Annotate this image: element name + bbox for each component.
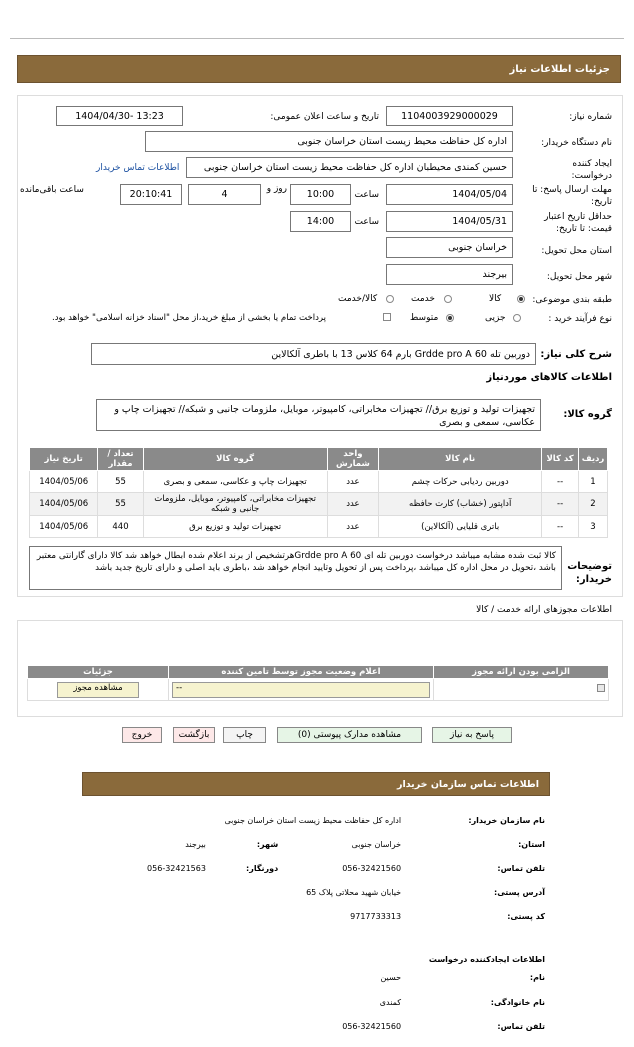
page-header bbox=[17, 55, 621, 83]
col-group: گروه کالا bbox=[143, 448, 327, 471]
notes-label: توضیحات خریدار: bbox=[567, 561, 612, 585]
category-option-goods: کالا bbox=[489, 294, 502, 304]
treasury-checkbox[interactable] bbox=[383, 313, 391, 321]
permit-required-cell bbox=[434, 679, 609, 701]
address-value: خیابان شهید محلاتی پلاک 65 bbox=[306, 887, 402, 897]
table-row bbox=[30, 493, 608, 516]
summary-label: شرح کلی نیاز: bbox=[540, 349, 612, 360]
permits-title: اطلاعات مجوزهای ارائه خدمت / کالا bbox=[476, 605, 612, 615]
process-label: نوع فرآیند خرید : bbox=[548, 314, 612, 324]
process-option-medium: متوسط bbox=[410, 313, 439, 323]
page-title: جزئیات اطلاعات نیاز bbox=[509, 63, 610, 75]
permits-table bbox=[27, 665, 609, 701]
validity-time-field[interactable]: 14:00 bbox=[290, 211, 351, 232]
goods-group: تجهیزات تولید و توزیع برق bbox=[143, 516, 327, 538]
permit-required-checkbox[interactable] bbox=[597, 684, 605, 692]
org-label: نام سازمان خریدار: bbox=[468, 815, 545, 825]
creator-family-label: نام خانوادگی: bbox=[490, 997, 545, 1007]
creator-info-title: اطلاعات ایجادکننده درخواست bbox=[428, 955, 545, 964]
col-code: کد کالا bbox=[542, 448, 579, 471]
goods-qty: 440 bbox=[98, 516, 143, 538]
buyer-field[interactable]: اداره کل حفاظت محیط زیست استان خراسان جنوبی bbox=[145, 131, 513, 152]
goods-unit: عدد bbox=[327, 493, 379, 516]
permits-col-status: اعلام وضعیت مجوز توسط تامین کننده bbox=[169, 666, 434, 679]
creator-label: ایجاد کننده درخواست: bbox=[571, 159, 612, 181]
contact-province-label: استان: bbox=[518, 839, 545, 849]
category-radio-goods[interactable] bbox=[517, 295, 525, 303]
deadline-label: مهلت ارسال پاسخ: تا تاریخ: bbox=[532, 185, 612, 207]
category-label: طبقه بندی موضوعی: bbox=[532, 295, 612, 305]
validity-time-label: ساعت bbox=[354, 217, 379, 227]
goods-group: تجهیزات مخابراتی، کامپیوتر، موبایل، ملزومات جانبی و شبکه bbox=[143, 493, 327, 516]
contact-title: اطلاعات تماس سازمان خریدار bbox=[396, 778, 539, 790]
top-divider bbox=[10, 38, 624, 39]
validity-date-field[interactable]: 1404/05/31 bbox=[386, 211, 513, 232]
remaining-time-field: 20:10:41 bbox=[120, 184, 182, 205]
table-row bbox=[28, 679, 609, 701]
postal-value: 9717733313 bbox=[350, 911, 402, 921]
creator-phone-value: 056-32421560 bbox=[342, 1021, 402, 1031]
creator-phone-label: تلفن تماس: bbox=[497, 1021, 545, 1031]
row-number: 3 bbox=[579, 516, 608, 538]
reply-button[interactable]: پاسخ به نیاز bbox=[432, 727, 512, 743]
goods-qty: 55 bbox=[98, 471, 143, 493]
permits-col-required: الزامی بودن ارائه مجوز bbox=[434, 666, 609, 679]
exit-button[interactable]: خروج bbox=[122, 727, 162, 743]
goods-qty: 55 bbox=[98, 493, 143, 516]
col-unit: واحد شمارش bbox=[327, 448, 379, 471]
contact-city-label: شهر: bbox=[256, 839, 279, 849]
contact-table bbox=[86, 808, 548, 1038]
print-button[interactable]: چاپ bbox=[223, 727, 266, 743]
buyer-label: نام دستگاه خریدار: bbox=[541, 138, 612, 148]
permit-details-cell bbox=[28, 679, 169, 701]
city-label: شهر محل تحویل: bbox=[546, 272, 612, 282]
treasury-text: پرداخت تمام یا بخشی از مبلغ خرید،از محل "اسناد خزانه اسلامی" خواهد بود. bbox=[52, 313, 327, 323]
contact-phone-value: 056-32421560 bbox=[342, 863, 402, 873]
goods-code: -- bbox=[542, 471, 579, 493]
days-field: 4 bbox=[188, 184, 261, 205]
table-row bbox=[30, 471, 608, 493]
need-number-label: شماره نیاز: bbox=[569, 112, 612, 122]
goods-name: باتری قلیایی (آلکالاین) bbox=[379, 516, 542, 538]
creator-name-value: حسین bbox=[380, 972, 402, 982]
back-button[interactable]: بازگشت bbox=[173, 727, 215, 743]
goods-date: 1404/05/06 bbox=[30, 493, 98, 516]
category-option-both: کالا/خدمت bbox=[338, 294, 378, 304]
table-row bbox=[30, 516, 608, 538]
announce-field[interactable]: 1404/04/30- 13:23 bbox=[56, 106, 183, 126]
city-field[interactable]: بیرجند bbox=[386, 264, 513, 285]
goods-group-label: گروه کالا: bbox=[563, 409, 612, 420]
province-label: استان محل تحویل: bbox=[541, 246, 612, 256]
creator-field[interactable]: حسین کمندی محیطبان اداره کل حفاظت محیط زیست استان خراسان جنوبی bbox=[186, 157, 513, 178]
permit-status-cell bbox=[169, 679, 434, 701]
goods-group: تجهیزات چاپ و عکاسی، سمعی و بصری bbox=[143, 471, 327, 493]
goods-code: -- bbox=[542, 493, 579, 516]
summary-field: دوربین تله Grdde pro A 60 بارم 64 کلاس 13 با باطری آلکالاین bbox=[91, 343, 536, 365]
goods-date: 1404/05/06 bbox=[30, 516, 98, 538]
deadline-date-field[interactable]: 1404/05/04 bbox=[386, 184, 513, 205]
permits-col-details: جزئیات bbox=[28, 666, 169, 679]
goods-table-header bbox=[30, 448, 608, 471]
goods-date: 1404/05/06 bbox=[30, 471, 98, 493]
contact-header bbox=[82, 772, 550, 796]
province-field[interactable]: خراسان جنوبی bbox=[386, 237, 513, 258]
notes-field: کالا ثبت شده مشابه میباشد درخواست دوربین تله ای Grdde pro A 60هرتشخیص از برند اعلام شده ابطال خواهد شد کالا دارای گارانتی معتبر باشد ،تحویل در محل اداره کل میباشد ،پرداخت پس از تحویل وتایید انجام خواهد شد ،باطری باید اصلی و دارای تاریخ جدید باشد bbox=[29, 546, 562, 590]
col-qty: تعداد / مقدار bbox=[98, 448, 143, 471]
remaining-label: ساعت باقی‌مانده bbox=[20, 185, 84, 195]
process-radio-medium[interactable] bbox=[446, 314, 454, 322]
need-number-field[interactable]: 1104003929000029 bbox=[386, 106, 513, 126]
org-value: اداره کل حفاظت محیط زیست استان خراسان جنوبی bbox=[224, 815, 402, 825]
contact-city-value: بیرجند bbox=[185, 839, 206, 849]
days-label: روز و bbox=[266, 184, 287, 194]
process-radio-minor[interactable] bbox=[513, 314, 521, 322]
row-number: 1 bbox=[579, 471, 608, 493]
creator-name-label: نام: bbox=[529, 972, 545, 982]
postal-label: کد پستی: bbox=[507, 911, 545, 921]
permits-header bbox=[28, 666, 609, 679]
contact-phone-label: تلفن تماس: bbox=[497, 863, 545, 873]
col-row: ردیف bbox=[579, 448, 608, 471]
goods-title: اطلاعات کالاهای موردنیاز bbox=[486, 372, 612, 383]
contact-province-value: خراسان جنوبی bbox=[351, 839, 402, 849]
category-radio-both[interactable] bbox=[386, 295, 394, 303]
contact-fax-label: دورنگار: bbox=[246, 863, 279, 873]
col-name: نام کالا bbox=[379, 448, 542, 471]
creator-family-value: کمندی bbox=[379, 997, 402, 1007]
goods-name: آداپتور (خشاب) کارت حافظه bbox=[379, 493, 542, 516]
deadline-time-label: ساعت bbox=[354, 190, 379, 200]
category-option-service: خدمت bbox=[411, 294, 435, 304]
permit-status-input[interactable]: -- bbox=[172, 682, 430, 698]
announce-label: تاریخ و ساعت اعلان عمومی: bbox=[270, 112, 379, 122]
goods-name: دوربین ردیابی حرکات چشم bbox=[379, 471, 542, 493]
view-documents-button[interactable]: مشاهده مدارک پیوستی (0) bbox=[277, 727, 422, 743]
category-radio-service[interactable] bbox=[444, 295, 452, 303]
deadline-time-field[interactable]: 10:00 bbox=[290, 184, 351, 205]
view-permit-button[interactable]: مشاهده مجوز bbox=[57, 682, 139, 698]
row-number: 2 bbox=[579, 493, 608, 516]
process-option-minor: جزیی bbox=[485, 313, 506, 323]
contact-fax-value: 056-32421563 bbox=[147, 863, 206, 873]
validity-label: حداقل تاریخ اعتبار قیمت: تا تاریخ: bbox=[544, 212, 612, 234]
goods-unit: عدد bbox=[327, 471, 379, 493]
goods-unit: عدد bbox=[327, 516, 379, 538]
buyer-contact-link[interactable]: اطلاعات تماس خریدار bbox=[96, 163, 180, 173]
address-label: آدرس پستی: bbox=[494, 887, 545, 897]
goods-code: -- bbox=[542, 516, 579, 538]
goods-group-field: تجهیزات تولید و توزیع برق// تجهیزات مخابراتی، کامپیوتر، موبایل، ملزومات جانبی و شبکه// تجهیزات چاپ و عکاسی، سمعی و بصری bbox=[96, 399, 541, 431]
goods-table bbox=[29, 447, 608, 538]
col-date: تاریخ نیاز bbox=[30, 448, 98, 471]
